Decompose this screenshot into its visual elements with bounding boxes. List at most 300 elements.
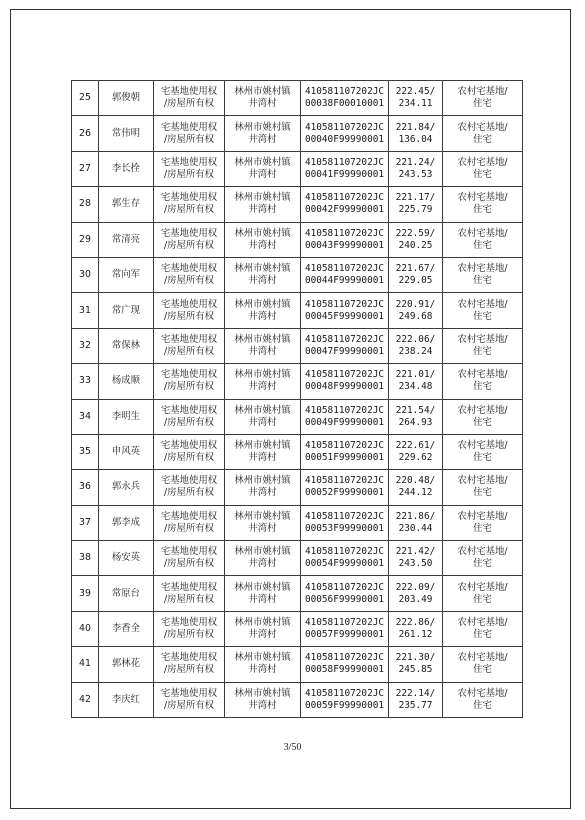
- row-number-cell: 41: [72, 647, 99, 682]
- right-type-cell-line: 宅基地使用权: [160, 263, 218, 275]
- property-registry-table: [71, 80, 523, 718]
- table-row: [72, 222, 523, 257]
- land-use-cell-line: 住宅: [473, 416, 492, 428]
- land-use-cell-line: 住宅: [473, 168, 492, 180]
- area-cell-line: 222.59/: [395, 227, 436, 239]
- right-type-cell-line: 宅基地使用权: [160, 86, 218, 98]
- area-cell: [389, 541, 443, 576]
- unit-code-cell-line: 410581107202JC: [304, 581, 385, 593]
- land-use-cell-line: 住宅: [473, 699, 492, 711]
- area-cell: [389, 399, 443, 434]
- location-cell: [225, 576, 301, 611]
- table-row: [72, 257, 523, 292]
- location-cell: [225, 611, 301, 646]
- area-cell-line: 203.49: [398, 593, 433, 605]
- location-cell-line: 井湾村: [248, 133, 277, 145]
- unit-code-cell-line: 410581107202JC: [304, 510, 385, 522]
- area-cell-line: 264.93: [398, 416, 433, 428]
- unit-code-cell-line: 00048F99990001: [304, 381, 385, 393]
- land-use-cell-line: 住宅: [473, 275, 492, 287]
- area-cell: [389, 434, 443, 469]
- area-cell-line: 234.11: [398, 98, 433, 110]
- right-type-cell-line: /房屋所有权: [163, 310, 215, 322]
- table-row: [72, 293, 523, 328]
- location-cell-line: 井湾村: [248, 629, 277, 641]
- unit-code-cell: [301, 399, 389, 434]
- land-use-cell-line: 农村宅基地/: [457, 369, 508, 381]
- location-cell-line: 井湾村: [248, 381, 277, 393]
- location-cell-line: 井湾村: [248, 522, 277, 534]
- land-use-cell: [443, 151, 523, 186]
- area-cell-line: 220.48/: [395, 475, 436, 487]
- land-use-cell-line: 住宅: [473, 345, 492, 357]
- land-use-cell-line: 住宅: [473, 310, 492, 322]
- owner-name-cell: 常清亮: [99, 222, 154, 257]
- location-cell-line: 井湾村: [248, 593, 277, 605]
- area-cell-line: 221.30/: [395, 652, 436, 664]
- land-use-cell: [443, 541, 523, 576]
- unit-code-cell: [301, 541, 389, 576]
- area-cell-line: 243.50: [398, 558, 433, 570]
- row-number-cell: 28: [72, 187, 99, 222]
- unit-code-cell-line: 410581107202JC: [304, 298, 385, 310]
- location-cell-line: 井湾村: [248, 558, 277, 570]
- land-use-cell-line: 农村宅基地/: [457, 192, 508, 204]
- right-type-cell-line: /房屋所有权: [163, 699, 215, 711]
- land-use-cell: [443, 647, 523, 682]
- land-use-cell: [443, 328, 523, 363]
- unit-code-cell: [301, 470, 389, 505]
- area-cell-line: 222.14/: [395, 687, 436, 699]
- area-cell-line: 221.84/: [395, 121, 436, 133]
- row-number-cell: 27: [72, 151, 99, 186]
- location-cell: [225, 364, 301, 399]
- area-cell-line: 225.79: [398, 204, 433, 216]
- unit-code-cell-line: 00041F99990001: [304, 168, 385, 180]
- area-cell-line: 136.04: [398, 133, 433, 145]
- location-cell-line: 林州市姚村镇: [234, 86, 291, 98]
- table-row: [72, 151, 523, 186]
- area-cell-line: 222.61/: [395, 440, 436, 452]
- right-type-cell-line: 宅基地使用权: [160, 687, 218, 699]
- owner-name-cell: 李明生: [99, 399, 154, 434]
- unit-code-cell: [301, 682, 389, 717]
- right-type-cell: [154, 116, 225, 151]
- location-cell-line: 林州市姚村镇: [234, 652, 291, 664]
- land-use-cell-line: 农村宅基地/: [457, 546, 508, 558]
- unit-code-cell-line: 00059F99990001: [304, 699, 385, 711]
- location-cell-line: 林州市姚村镇: [234, 156, 291, 168]
- area-cell: [389, 505, 443, 540]
- right-type-cell: [154, 222, 225, 257]
- right-type-cell-line: 宅基地使用权: [160, 581, 218, 593]
- table-row: [72, 576, 523, 611]
- row-number-cell: 36: [72, 470, 99, 505]
- unit-code-cell-line: 00045F99990001: [304, 310, 385, 322]
- location-cell-line: 林州市姚村镇: [234, 475, 291, 487]
- owner-name-cell: 郭李成: [99, 505, 154, 540]
- table-row: [72, 399, 523, 434]
- unit-code-cell: [301, 576, 389, 611]
- land-use-cell-line: 农村宅基地/: [457, 510, 508, 522]
- location-cell-line: 林州市姚村镇: [234, 687, 291, 699]
- area-cell-line: 222.06/: [395, 333, 436, 345]
- right-type-cell: [154, 611, 225, 646]
- location-cell: [225, 116, 301, 151]
- row-number-cell: 26: [72, 116, 99, 151]
- row-number-cell: 31: [72, 293, 99, 328]
- area-cell-line: 222.45/: [395, 86, 436, 98]
- owner-name-cell: 郭俊朝: [99, 81, 154, 116]
- owner-name-cell: 李庆红: [99, 682, 154, 717]
- row-number-cell: 35: [72, 434, 99, 469]
- area-cell-line: 222.09/: [395, 581, 436, 593]
- table-row: [72, 541, 523, 576]
- unit-code-cell: [301, 505, 389, 540]
- right-type-cell-line: 宅基地使用权: [160, 369, 218, 381]
- right-type-cell-line: 宅基地使用权: [160, 333, 218, 345]
- right-type-cell-line: /房屋所有权: [163, 664, 215, 676]
- owner-name-cell: 常向军: [99, 257, 154, 292]
- owner-name-cell: 郭林花: [99, 647, 154, 682]
- land-use-cell-line: 农村宅基地/: [457, 617, 508, 629]
- owner-name-cell: 杨成顺: [99, 364, 154, 399]
- right-type-cell: [154, 293, 225, 328]
- land-use-cell-line: 住宅: [473, 487, 492, 499]
- land-use-cell: [443, 611, 523, 646]
- land-use-cell: [443, 434, 523, 469]
- area-cell-line: 221.01/: [395, 369, 436, 381]
- right-type-cell-line: /房屋所有权: [163, 593, 215, 605]
- land-use-cell: [443, 187, 523, 222]
- land-use-cell: [443, 399, 523, 434]
- area-cell-line: 245.85: [398, 664, 433, 676]
- area-cell: [389, 470, 443, 505]
- location-cell-line: 林州市姚村镇: [234, 121, 291, 133]
- unit-code-cell-line: 00053F99990001: [304, 522, 385, 534]
- right-type-cell-line: /房屋所有权: [163, 558, 215, 570]
- row-number-cell: 32: [72, 328, 99, 363]
- unit-code-cell-line: 410581107202JC: [304, 156, 385, 168]
- right-type-cell-line: 宅基地使用权: [160, 298, 218, 310]
- land-use-cell: [443, 257, 523, 292]
- right-type-cell: [154, 576, 225, 611]
- land-use-cell: [443, 116, 523, 151]
- area-cell-line: 261.12: [398, 629, 433, 641]
- right-type-cell-line: /房屋所有权: [163, 345, 215, 357]
- unit-code-cell-line: 00056F99990001: [304, 593, 385, 605]
- right-type-cell-line: /房屋所有权: [163, 629, 215, 641]
- right-type-cell: [154, 647, 225, 682]
- land-use-cell-line: 农村宅基地/: [457, 86, 508, 98]
- area-cell: [389, 611, 443, 646]
- unit-code-cell-line: 410581107202JC: [304, 263, 385, 275]
- area-cell-line: 235.77: [398, 699, 433, 711]
- location-cell: [225, 187, 301, 222]
- unit-code-cell-line: 00057F99990001: [304, 629, 385, 641]
- unit-code-cell: [301, 647, 389, 682]
- location-cell-line: 井湾村: [248, 204, 277, 216]
- owner-name-cell: 常伟明: [99, 116, 154, 151]
- location-cell-line: 井湾村: [248, 98, 277, 110]
- land-use-cell: [443, 293, 523, 328]
- land-use-cell-line: 住宅: [473, 204, 492, 216]
- location-cell: [225, 151, 301, 186]
- location-cell-line: 林州市姚村镇: [234, 227, 291, 239]
- land-use-cell-line: 住宅: [473, 593, 492, 605]
- owner-name-cell: 李长拴: [99, 151, 154, 186]
- unit-code-cell: [301, 151, 389, 186]
- area-cell: [389, 151, 443, 186]
- location-cell-line: 井湾村: [248, 452, 277, 464]
- unit-code-cell-line: 00052F99990001: [304, 487, 385, 499]
- table-row: [72, 611, 523, 646]
- land-use-cell-line: 农村宅基地/: [457, 298, 508, 310]
- row-number-cell: 34: [72, 399, 99, 434]
- table-row: [72, 647, 523, 682]
- land-use-cell-line: 住宅: [473, 664, 492, 676]
- land-use-cell-line: 农村宅基地/: [457, 581, 508, 593]
- location-cell-line: 井湾村: [248, 345, 277, 357]
- unit-code-cell: [301, 116, 389, 151]
- land-use-cell-line: 住宅: [473, 98, 492, 110]
- land-use-cell: [443, 576, 523, 611]
- unit-code-cell: [301, 187, 389, 222]
- unit-code-cell-line: 410581107202JC: [304, 86, 385, 98]
- unit-code-cell: [301, 328, 389, 363]
- owner-name-cell: 郭生存: [99, 187, 154, 222]
- location-cell: [225, 470, 301, 505]
- unit-code-cell-line: 410581107202JC: [304, 652, 385, 664]
- unit-code-cell: [301, 81, 389, 116]
- unit-code-cell-line: 00042F99990001: [304, 204, 385, 216]
- row-number-cell: 29: [72, 222, 99, 257]
- location-cell-line: 井湾村: [248, 275, 277, 287]
- owner-name-cell: 杨安英: [99, 541, 154, 576]
- right-type-cell: [154, 81, 225, 116]
- unit-code-cell-line: 00040F99990001: [304, 133, 385, 145]
- right-type-cell: [154, 682, 225, 717]
- land-use-cell-line: 农村宅基地/: [457, 475, 508, 487]
- land-use-cell: [443, 505, 523, 540]
- unit-code-cell-line: 00044F99990001: [304, 275, 385, 287]
- location-cell: [225, 434, 301, 469]
- right-type-cell: [154, 328, 225, 363]
- right-type-cell-line: 宅基地使用权: [160, 121, 218, 133]
- area-cell: [389, 647, 443, 682]
- location-cell-line: 井湾村: [248, 416, 277, 428]
- table-row: [72, 81, 523, 116]
- right-type-cell: [154, 187, 225, 222]
- unit-code-cell: [301, 293, 389, 328]
- owner-name-cell: 申风英: [99, 434, 154, 469]
- area-cell-line: 240.25: [398, 239, 433, 251]
- location-cell: [225, 222, 301, 257]
- area-cell-line: 230.44: [398, 522, 433, 534]
- right-type-cell-line: /房屋所有权: [163, 204, 215, 216]
- location-cell: [225, 399, 301, 434]
- row-number-cell: 38: [72, 541, 99, 576]
- location-cell-line: 林州市姚村镇: [234, 298, 291, 310]
- right-type-cell: [154, 470, 225, 505]
- location-cell-line: 林州市姚村镇: [234, 404, 291, 416]
- land-use-cell-line: 住宅: [473, 133, 492, 145]
- owner-name-cell: 郭永兵: [99, 470, 154, 505]
- land-use-cell-line: 农村宅基地/: [457, 333, 508, 345]
- unit-code-cell-line: 410581107202JC: [304, 369, 385, 381]
- unit-code-cell: [301, 611, 389, 646]
- unit-code-cell-line: 00038F00010001: [304, 98, 385, 110]
- right-type-cell-line: 宅基地使用权: [160, 227, 218, 239]
- unit-code-cell-line: 00043F99990001: [304, 239, 385, 251]
- owner-name-cell: 常广现: [99, 293, 154, 328]
- right-type-cell-line: /房屋所有权: [163, 452, 215, 464]
- area-cell: [389, 576, 443, 611]
- right-type-cell-line: 宅基地使用权: [160, 652, 218, 664]
- area-cell-line: 221.54/: [395, 404, 436, 416]
- area-cell-line: 234.48: [398, 381, 433, 393]
- area-cell-line: 221.24/: [395, 156, 436, 168]
- location-cell-line: 井湾村: [248, 487, 277, 499]
- location-cell-line: 井湾村: [248, 699, 277, 711]
- land-use-cell-line: 农村宅基地/: [457, 440, 508, 452]
- location-cell-line: 林州市姚村镇: [234, 581, 291, 593]
- location-cell-line: 林州市姚村镇: [234, 192, 291, 204]
- unit-code-cell-line: 410581107202JC: [304, 333, 385, 345]
- land-use-cell-line: 农村宅基地/: [457, 121, 508, 133]
- unit-code-cell-line: 00049F99990001: [304, 416, 385, 428]
- unit-code-cell: [301, 364, 389, 399]
- right-type-cell: [154, 434, 225, 469]
- right-type-cell-line: /房屋所有权: [163, 168, 215, 180]
- table-row: [72, 470, 523, 505]
- unit-code-cell-line: 410581107202JC: [304, 404, 385, 416]
- unit-code-cell-line: 00054F99990001: [304, 558, 385, 570]
- row-number-cell: 40: [72, 611, 99, 646]
- right-type-cell-line: 宅基地使用权: [160, 192, 218, 204]
- row-number-cell: 39: [72, 576, 99, 611]
- table-row: [72, 364, 523, 399]
- area-cell-line: 244.12: [398, 487, 433, 499]
- right-type-cell: [154, 541, 225, 576]
- right-type-cell: [154, 505, 225, 540]
- area-cell-line: 238.24: [398, 345, 433, 357]
- right-type-cell-line: /房屋所有权: [163, 275, 215, 287]
- unit-code-cell-line: 410581107202JC: [304, 617, 385, 629]
- location-cell-line: 林州市姚村镇: [234, 263, 291, 275]
- right-type-cell-line: /房屋所有权: [163, 416, 215, 428]
- location-cell-line: 林州市姚村镇: [234, 369, 291, 381]
- location-cell: [225, 682, 301, 717]
- land-use-cell-line: 农村宅基地/: [457, 263, 508, 275]
- area-cell: [389, 222, 443, 257]
- owner-name-cell: 常原台: [99, 576, 154, 611]
- land-use-cell: [443, 682, 523, 717]
- location-cell: [225, 541, 301, 576]
- land-use-cell: [443, 81, 523, 116]
- table-row: [72, 682, 523, 717]
- area-cell-line: 229.05: [398, 275, 433, 287]
- location-cell-line: 林州市姚村镇: [234, 546, 291, 558]
- unit-code-cell-line: 00051F99990001: [304, 452, 385, 464]
- land-use-cell: [443, 222, 523, 257]
- right-type-cell-line: 宅基地使用权: [160, 475, 218, 487]
- right-type-cell-line: 宅基地使用权: [160, 156, 218, 168]
- unit-code-cell-line: 00047F99990001: [304, 345, 385, 357]
- area-cell: [389, 81, 443, 116]
- location-cell-line: 井湾村: [248, 310, 277, 322]
- location-cell-line: 井湾村: [248, 664, 277, 676]
- unit-code-cell-line: 410581107202JC: [304, 192, 385, 204]
- unit-code-cell-line: 00058F99990001: [304, 664, 385, 676]
- right-type-cell-line: /房屋所有权: [163, 522, 215, 534]
- row-number-cell: 42: [72, 682, 99, 717]
- land-use-cell: [443, 364, 523, 399]
- location-cell-line: 井湾村: [248, 168, 277, 180]
- unit-code-cell-line: 410581107202JC: [304, 687, 385, 699]
- area-cell-line: 221.17/: [395, 192, 436, 204]
- area-cell-line: 221.42/: [395, 546, 436, 558]
- location-cell: [225, 328, 301, 363]
- land-use-cell-line: 农村宅基地/: [457, 404, 508, 416]
- location-cell-line: 林州市姚村镇: [234, 333, 291, 345]
- unit-code-cell: [301, 434, 389, 469]
- row-number-cell: 37: [72, 505, 99, 540]
- land-use-cell-line: 农村宅基地/: [457, 156, 508, 168]
- owner-name-cell: 常保林: [99, 328, 154, 363]
- area-cell-line: 229.62: [398, 452, 433, 464]
- land-use-cell: [443, 470, 523, 505]
- right-type-cell-line: 宅基地使用权: [160, 546, 218, 558]
- location-cell-line: 林州市姚村镇: [234, 440, 291, 452]
- unit-code-cell-line: 410581107202JC: [304, 475, 385, 487]
- right-type-cell: [154, 364, 225, 399]
- land-use-cell-line: 住宅: [473, 629, 492, 641]
- row-number-cell: 33: [72, 364, 99, 399]
- table-row: [72, 434, 523, 469]
- area-cell: [389, 293, 443, 328]
- right-type-cell: [154, 257, 225, 292]
- row-number-cell: 25: [72, 81, 99, 116]
- land-use-cell-line: 住宅: [473, 522, 492, 534]
- area-cell-line: 249.68: [398, 310, 433, 322]
- location-cell: [225, 505, 301, 540]
- area-cell-line: 221.86/: [395, 510, 436, 522]
- land-use-cell-line: 农村宅基地/: [457, 687, 508, 699]
- right-type-cell-line: /房屋所有权: [163, 239, 215, 251]
- land-use-cell-line: 农村宅基地/: [457, 652, 508, 664]
- land-use-cell-line: 农村宅基地/: [457, 227, 508, 239]
- area-cell: [389, 257, 443, 292]
- area-cell-line: 220.91/: [395, 298, 436, 310]
- right-type-cell-line: 宅基地使用权: [160, 440, 218, 452]
- land-use-cell-line: 住宅: [473, 381, 492, 393]
- land-use-cell-line: 住宅: [473, 558, 492, 570]
- area-cell: [389, 364, 443, 399]
- table-row: [72, 116, 523, 151]
- table-row: [72, 505, 523, 540]
- location-cell-line: 井湾村: [248, 239, 277, 251]
- area-cell: [389, 187, 443, 222]
- location-cell-line: 林州市姚村镇: [234, 617, 291, 629]
- table-body: [72, 81, 523, 718]
- area-cell-line: 243.53: [398, 168, 433, 180]
- unit-code-cell-line: 410581107202JC: [304, 121, 385, 133]
- area-cell-line: 221.67/: [395, 263, 436, 275]
- area-cell: [389, 682, 443, 717]
- right-type-cell-line: /房屋所有权: [163, 487, 215, 499]
- area-cell: [389, 116, 443, 151]
